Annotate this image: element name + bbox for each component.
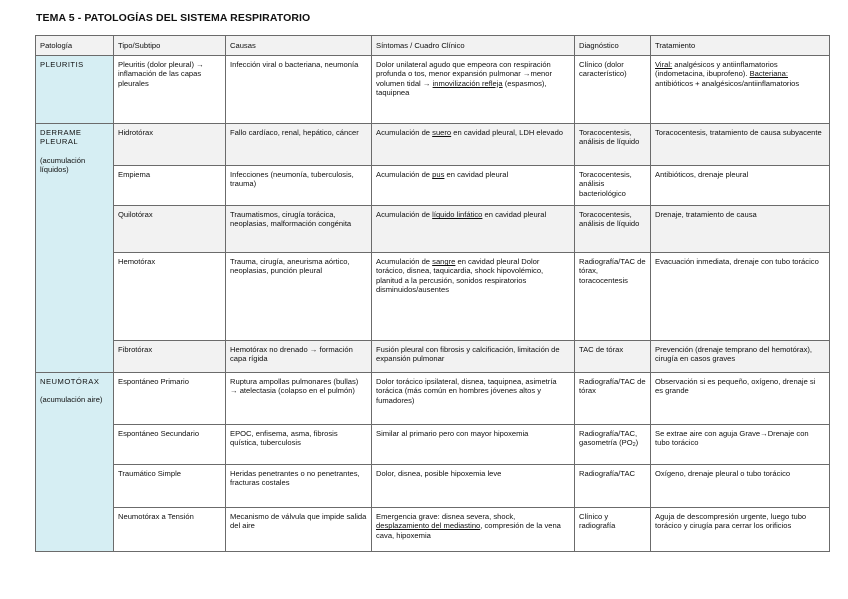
bacterial-text: antibióticos + analgésicos/antiinflamatorios xyxy=(655,78,800,88)
sintomas-text: Acumulación de xyxy=(376,210,433,220)
sintomas-underlined: sangre xyxy=(432,257,456,267)
category-note: (acumulación aire) xyxy=(40,395,103,405)
table-row xyxy=(36,373,830,425)
table-row xyxy=(36,465,830,508)
sintomas-cell xyxy=(372,508,575,552)
diagnostico-text: ) xyxy=(635,438,639,448)
sintomas-text: Acumulación de xyxy=(376,257,433,267)
causas-cell: Mecanismo de válvula que impide salida del aire xyxy=(226,508,372,552)
sintomas-text: en cavidad pleural, LDH elevado xyxy=(451,128,564,138)
column-header-diagnostico: Diagnóstico xyxy=(575,36,651,56)
causas-cell: Trauma, cirugía, aneurisma aórtico, neoplasias, punción pleural xyxy=(226,253,372,341)
diagnostico-cell: Radiografía/TAC de tórax, toracocentesis xyxy=(575,253,651,341)
sintomas-text: en cavidad pleural xyxy=(444,170,509,180)
sintomas-text: Acumulación de xyxy=(376,128,433,138)
diagnostico-cell: TAC de tórax xyxy=(575,341,651,373)
tratamiento-cell: Evacuación inmediata, drenaje con tubo torácico xyxy=(651,253,830,341)
tratamiento-cell: Antibióticos, drenaje pleural xyxy=(651,166,830,206)
table-row xyxy=(36,425,830,465)
tratamiento-cell: Observación si es pequeño, oxígeno, drenaje si es grande xyxy=(651,373,830,425)
bacterial-label: Bacteriana: xyxy=(749,69,788,79)
sintomas-text: Dolor unilateral agudo que empeora con respiración profunda o tos, menor expansión pulmonar →menor volumen tidal → xyxy=(376,60,553,88)
tratamiento-cell: Toracocentesis, tratamiento de causa subyacente xyxy=(651,124,830,166)
table-row xyxy=(36,341,830,373)
causas-cell: Ruptura ampollas pulmonares (bullas) → atelectasia (colapso en el pulmón) xyxy=(226,373,372,425)
pathology-table xyxy=(35,35,830,552)
sintomas-cell xyxy=(372,56,575,124)
table-row xyxy=(36,166,830,206)
tratamiento-cell: Oxígeno, drenaje pleural o tubo torácico xyxy=(651,465,830,508)
table-row xyxy=(36,206,830,253)
column-header-sintomas: Síntomas / Cuadro Clínico xyxy=(372,36,575,56)
tipo-cell: Espontáneo Primario xyxy=(114,373,226,425)
tipo-cell: Hemotórax xyxy=(114,253,226,341)
causas-cell: Fallo cardíaco, renal, hepático, cáncer xyxy=(226,124,372,166)
page-title: TEMA 5 - PATOLOGÍAS DEL SISTEMA RESPIRATORIO xyxy=(36,12,311,24)
table-row xyxy=(36,124,830,166)
tipo-cell: Pleuritis (dolor pleural) → inflamación de las capas pleurales xyxy=(114,56,226,124)
sintomas-text: Acumulación de xyxy=(376,170,433,180)
column-header-patologia: Patología xyxy=(36,36,114,56)
category-cell xyxy=(36,56,114,124)
diagnostico-cell xyxy=(575,425,651,465)
sintomas-cell xyxy=(372,166,575,206)
tipo-cell: Quilotórax xyxy=(114,206,226,253)
category-name: PLEURITIS xyxy=(40,60,84,70)
table-row xyxy=(36,56,830,124)
table-header-row xyxy=(36,36,830,56)
category-name: NEUMOTÓRAX xyxy=(40,377,100,387)
sintomas-underlined: suero xyxy=(432,128,452,138)
diagnostico-text: Radiografía/TAC, gasometría (PO xyxy=(579,429,638,448)
category-cell xyxy=(36,373,114,552)
tratamiento-cell: Prevención (drenaje temprano del hemotórax), cirugía en casos graves xyxy=(651,341,830,373)
causas-cell: Hemotórax no drenado → formación capa rígida xyxy=(226,341,372,373)
causas-cell: Traumatismos, cirugía torácica, neoplasias, malformación congénita xyxy=(226,206,372,253)
tipo-cell: Espontáneo Secundario xyxy=(114,425,226,465)
category-note: (acumulación líquidos) xyxy=(40,155,86,174)
sintomas-cell xyxy=(372,253,575,341)
diagnostico-cell: Toracocentesis, análisis bacteriológico xyxy=(575,166,651,206)
tratamiento-cell: Aguja de descompresión urgente, luego tubo torácico y cirugía para cerrar los orificios xyxy=(651,508,830,552)
tipo-cell: Fibrotórax xyxy=(114,341,226,373)
subscript: 2 xyxy=(632,442,636,449)
sintomas-underlined: desplazamiento del mediastino xyxy=(376,521,481,531)
sintomas-cell: Similar al primario pero con mayor hipoxemia xyxy=(372,425,575,465)
category-cell xyxy=(36,124,114,373)
sintomas-underlined: líquido linfático xyxy=(432,210,483,220)
sintomas-cell: Dolor, disnea, posible hipoxemia leve xyxy=(372,465,575,508)
tipo-cell: Empiema xyxy=(114,166,226,206)
diagnostico-cell: Radiografía/TAC de tórax xyxy=(575,373,651,425)
sintomas-cell: Fusión pleural con fibrosis y calcificación, limitación de expansión pulmonar xyxy=(372,341,575,373)
column-header-tratamiento: Tratamiento xyxy=(651,36,830,56)
sintomas-cell xyxy=(372,124,575,166)
column-header-tipo: Tipo/Subtipo xyxy=(114,36,226,56)
causas-cell: Infecciones (neumonía, tuberculosis, trauma) xyxy=(226,166,372,206)
diagnostico-cell: Toracocentesis, análisis de líquido xyxy=(575,206,651,253)
table-row xyxy=(36,253,830,341)
sintomas-text: (espasmos), taquipnea xyxy=(376,78,547,97)
viral-label: Viral: xyxy=(655,60,673,70)
sintomas-cell: Dolor torácico ipsilateral, disnea, taquipnea, asimetría torácica (más común en hombres jóvenes altos y fumadores) xyxy=(372,373,575,425)
viral-text: analgésicos y antiinflamatorios (indometacina, ibuprofeno). xyxy=(655,60,778,79)
tratamiento-cell xyxy=(651,56,830,124)
diagnostico-cell: Clínico y radiografía xyxy=(575,508,651,552)
tipo-cell: Neumotórax a Tensión xyxy=(114,508,226,552)
causas-cell: Infección viral o bacteriana, neumonía xyxy=(226,56,372,124)
diagnostico-cell: Clínico (dolor característico) xyxy=(575,56,651,124)
table-row xyxy=(36,508,830,552)
causas-cell: Heridas penetrantes o no penetrantes, fracturas costales xyxy=(226,465,372,508)
sintomas-underlined: inmovilización refleja xyxy=(432,78,503,88)
column-header-causas: Causas xyxy=(226,36,372,56)
sintomas-text: , compresión de la vena cava, hipoxemia xyxy=(376,521,561,540)
category-name: DERRAME PLEURAL xyxy=(40,128,82,147)
diagnostico-cell: Toracocentesis, análisis de líquido xyxy=(575,124,651,166)
sintomas-text: Emergencia grave: disnea severa, shock, xyxy=(376,512,516,522)
diagnostico-cell: Radiografía/TAC xyxy=(575,465,651,508)
tratamiento-cell: Se extrae aire con aguja Grave→Drenaje con tubo torácico xyxy=(651,425,830,465)
tipo-cell: Hidrotórax xyxy=(114,124,226,166)
sintomas-text: en cavidad pleural Dolor torácico, disnea, taquicardia, shock hipovolémico, planitud a la percusión, sonidos respiratorios disminuidos/ausentes xyxy=(376,257,544,294)
sintomas-text: en cavidad pleural xyxy=(482,210,547,220)
sintomas-cell xyxy=(372,206,575,253)
sintomas-underlined: pus xyxy=(432,170,445,180)
tratamiento-cell: Drenaje, tratamiento de causa xyxy=(651,206,830,253)
causas-cell: EPOC, enfisema, asma, fibrosis quística, tuberculosis xyxy=(226,425,372,465)
tipo-cell: Traumático Simple xyxy=(114,465,226,508)
